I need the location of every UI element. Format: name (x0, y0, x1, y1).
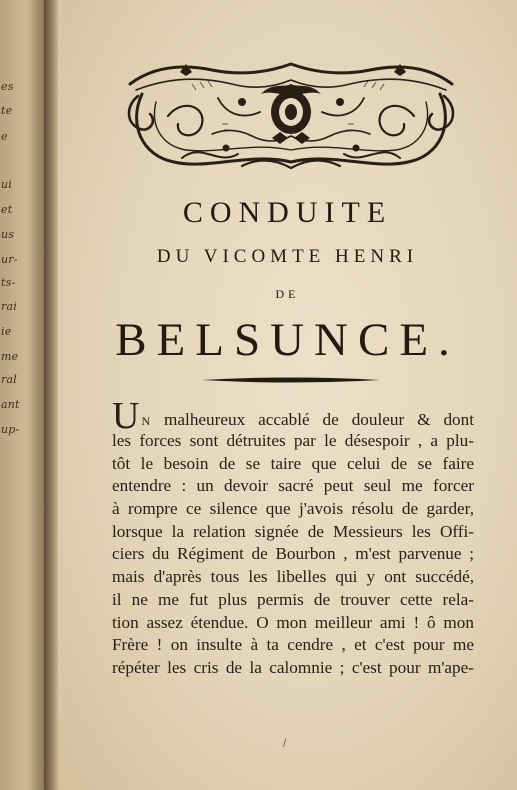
text-line: tôt le besoin de se taire que celui de se faire (112, 453, 474, 473)
facing-page-fragment: ts- (1, 276, 16, 289)
drop-cap: U (112, 395, 140, 437)
facing-page-fragment: ui (1, 178, 13, 191)
facing-page-fragment: rai (1, 300, 17, 313)
facing-page-fragment: ant (1, 398, 20, 411)
folio-mark: / (283, 738, 287, 749)
facing-page-fragment: me (1, 350, 19, 363)
text-line: mais d'après tous les libelles qui y ont succédé, (112, 567, 474, 587)
facing-page-fragment: et (1, 203, 13, 216)
facing-page-fragment: es (1, 80, 14, 93)
text-line: Frère ! on insulte à ta cendre , et c'est pour me (112, 635, 474, 655)
book-gutter (44, 0, 58, 790)
text-line: les forces sont détruites par le désespoir , a plu- (112, 431, 474, 450)
title-line-2: DU VICOMTE HENRI (156, 246, 419, 267)
ornamental-rule (202, 375, 380, 385)
facing-page-edge (0, 0, 44, 790)
facing-page-fragment: ie (1, 325, 12, 338)
facing-page-fragment: up- (1, 423, 20, 436)
title-line-4: BELSUNCE. (115, 314, 460, 366)
title-line-3: DE (275, 287, 300, 301)
text-line: ciers du Régiment de Bourbon , m'est parvenue ; (112, 544, 474, 564)
facing-page-fragment: ur- (1, 253, 18, 266)
headpiece-ornament (122, 54, 460, 178)
text-line: lorsque la relation signée de Messieurs les Offi- (112, 521, 474, 541)
text-line (112, 395, 474, 437)
facing-page-fragment: ral (1, 373, 17, 386)
title-line-1: CONDUITE (182, 196, 393, 229)
text-line: tion assez étendue. O mon meilleur ami ! ô mon (112, 612, 474, 632)
text-line: répéter les cris de la calomnie ; c'est pour m'ape- (112, 657, 474, 677)
small-caps-letter: N (141, 414, 152, 428)
text-line-rest: malheureux accablé de douleur & dont (151, 410, 474, 429)
body-text (112, 395, 474, 680)
text-line: à rompre ce silence que j'avois résolu de garder, (112, 499, 474, 519)
text-line: il ne me fut plus permis de trouver cette rela- (112, 589, 474, 609)
facing-page-fragment: te (1, 104, 13, 117)
facing-page-fragment: e (1, 130, 8, 143)
facing-page-fragment: us (1, 228, 15, 241)
text-line: entendre : un devoir sacré peut seul me forcer (112, 476, 474, 496)
